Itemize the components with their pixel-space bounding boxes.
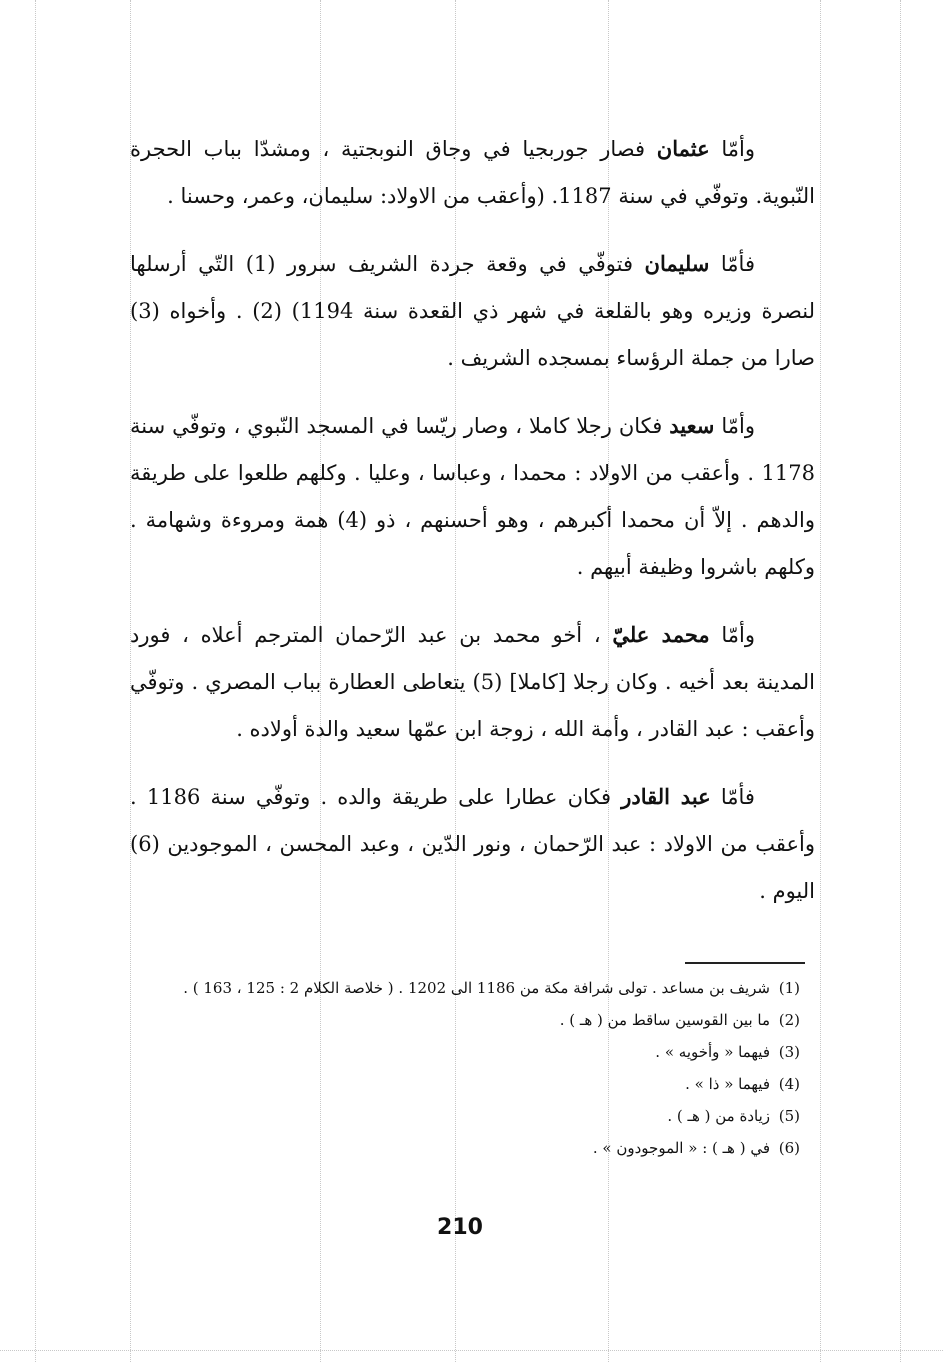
page-number: 210 [437,1215,483,1240]
paragraph-text: فصار جوربجيا في وجاق النوبجتية ، ومشدّا بباب الحجرة النّبوية. وتوفّي في سنة 1187. (وأعقب من الاولاد: سليمان، وعمر، وحسنا . [130,137,815,208]
guide-line [35,0,36,1362]
person-name: سعيد [669,413,715,438]
paragraph-text: فكان عطارا على طريقة والده . وتوفّي سنة 1186 . وأعقب من الاولاد : عبد الرّحمان ، ونور الدّين ، وعبد المحسن ، الموجودين (6) اليوم . [130,785,815,903]
paragraph-lead: وأمّا [721,623,755,647]
footnote-text: شريف بن مساعد . تولى شرافة مكة من 1186 الى 1202 . ( خلاصة الكلام 2 : 125 ، 163 ) . [183,979,770,997]
footnote-item [130,1100,800,1132]
footnote-text: ما بين القوسين ساقط من ( هـ ) . [559,1011,770,1029]
footnote-item [130,972,800,1004]
footnote-text: فيهما « وأخويه » . [655,1043,770,1061]
paragraph-said [130,402,815,591]
footnote-text: فيهما « ذا » . [685,1075,770,1093]
person-name: عثمان [656,136,710,161]
footnote-number: (6) [778,1139,800,1157]
footnote-number: (3) [778,1043,800,1061]
guide-line [820,0,821,1362]
paragraph-lead: فأمّا [720,252,755,276]
paragraph-muhammad-ali [130,611,815,753]
paragraph-text: ، أخو محمد بن عبد الرّحمان المترجم أعلاه ، فورد المدينة بعد أخيه . وكان رجلا [كاملا] (5) يتعاطى العطارة بباب المصري . وتوفّي وأعقب : عبد القادر ، وأمة الله ، زوجة ابن عمّها سعيد والدة أولاده . [130,623,815,741]
footnote-number: (2) [778,1011,800,1029]
footnote-divider [685,962,805,964]
paragraph-lead: فأمّا [720,785,755,809]
paragraph-lead: وأمّا [721,414,755,438]
paragraph-abd-al-qadir [130,773,815,915]
footnote-text: زيادة من ( هـ ) . [667,1107,770,1125]
paragraph-lead: وأمّا [721,137,755,161]
footnote-number: (5) [778,1107,800,1125]
footnote-item [130,1068,800,1100]
guide-line [0,1350,943,1351]
footnote-number: (4) [778,1075,800,1093]
footnote-number: (1) [778,979,800,997]
paragraph-text: فتوفّي في وقعة جردة الشريف سرور (1) التّي أرسلها لنصرة وزيره وهو بالقلعة في شهر ذي القعدة سنة 1194) (2) . وأخواه (3) صارا من جملة الرؤساء بمسجده الشريف . [130,252,815,370]
page-body [130,125,815,935]
footnote-item [130,1036,800,1068]
guide-line [900,0,901,1362]
paragraph-text: فكان رجلا كاملا ، وصار ريّسا في المسجد النّبوي ، وتوفّي سنة 1178 . وأعقب من الاولاد : محمدا ، وعباسا ، وعليا . وكلهم طلعوا على طريقة والدهم . إلاّ أن محمدا أكبرهم ، وهو أحسنهم ، ذو (4) همة ومروءة وشهامة . وكلهم باشروا وظيفة أبيهم . [130,414,815,579]
person-name: عبد القادر [621,784,711,809]
paragraph-sulayman [130,240,815,382]
footnote-item [130,1004,800,1036]
footnote-text: في ( هـ ) : « الموجودون » . [592,1139,770,1157]
person-name: سليمان [644,251,710,276]
person-name: محمد عليّ [612,622,710,647]
paragraph-uthman [130,125,815,220]
footnotes [130,972,800,1164]
footnote-item [130,1132,800,1164]
